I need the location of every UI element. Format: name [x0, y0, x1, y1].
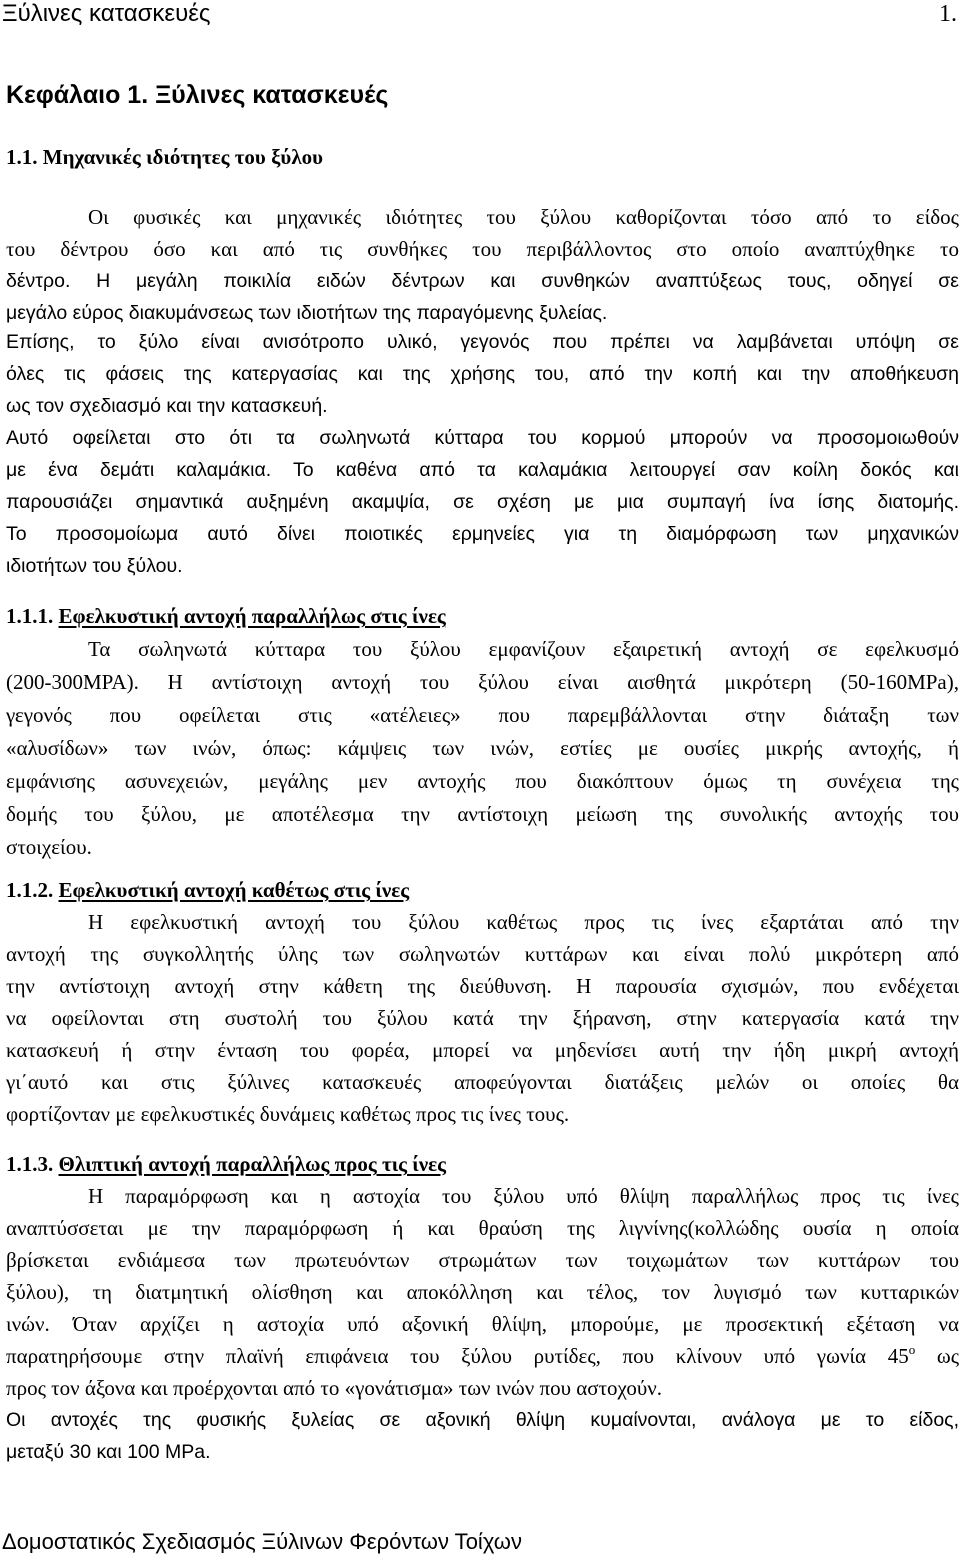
running-header: [2, 0, 957, 28]
paragraph-line: στοιχείου.: [6, 835, 92, 859]
paragraph-line: «αλυσίδων» των ινών, όπως: κάμψεις των ινών, εστίες με ουσίες μικρής αντοχής, ή: [6, 736, 959, 760]
paragraph-line: Οι αντοχές της φυσικής ξυλείας σε αξονική θλίψη κυμαίνονται, ανάλογα με το είδος,: [6, 1409, 959, 1431]
paragraph-line: Η παραμόρφωση και η αστοχία του ξύλου υπό θλίψη παραλλήλως προς τις ίνες: [88, 1184, 959, 1208]
paragraph-line: αντοχή της συγκολλητής ύλης των σωληνωτών κυττάρων και είναι πολύ μικρότερη από: [6, 942, 959, 966]
paragraph-line: Αυτό οφείλεται στο ότι τα σωληνωτά κύτταρα του κορμού μπορούν να προσομοιωθούν: [6, 427, 959, 449]
paragraph-line: Τα σωληνωτά κύτταρα του ξύλου εμφανίζουν εξαιρετική αντοχή σε εφελκυσμό: [88, 637, 959, 661]
paragraph-line: μεταξύ 30 και 100 MPa.: [6, 1441, 211, 1463]
paragraph-line: δέντρο. Η μεγάλη ποικιλία ειδών δέντρων και συνθηκών αναπτύξεως τους, οδηγεί σε: [6, 270, 959, 292]
subsection-heading: [6, 874, 959, 906]
paragraph-line: αναπτύσσεται με την παραμόρφωση ή και θραύση της λιγνίνης(κολλώδης ουσία η οποία: [6, 1216, 959, 1240]
paragraph-line: βρίσκεται ενδιάμεσα των πρωτευόντων στρωμάτων των τοιχωμάτων των κυττάρων του: [6, 1248, 959, 1272]
intro-paragraph-continued: [6, 265, 959, 329]
paragraph-line: φορτίζονταν με εφελκυστικές δυνάμεις καθέτως προς τις ίνες τους.: [6, 1102, 570, 1126]
subsection-1-1-3: [6, 1148, 959, 1404]
paragraph-line: ινών. Όταν αρχίζει η αστοχία υπό αξονική θλίψη, μπορούμε, με προσεκτική εξέταση να: [6, 1312, 959, 1336]
subsection-heading: [6, 1148, 959, 1180]
subsection-heading: [6, 600, 959, 633]
paragraph-line: Επίσης, το ξύλο είναι ανισότροπο υλικό, γεγονός που πρέπει να λαμβάνεται υπόψη σε: [6, 331, 959, 353]
paragraph-line: Η εφελκυστική αντοχή του ξύλου καθέτως προς τις ίνες εξαρτάται από την: [88, 910, 959, 934]
paragraph-line: παρουσιάζει σημαντικά αυξημένη ακαμψία, σε σχέση με μια συμπαγή ίνα ίσης διατομής.: [6, 491, 959, 513]
paragraph-line: ξύλου), τη διατμητική ολίσθηση και αποκόλληση και τέλος, τον λυγισμό των κυτταρικών: [6, 1280, 959, 1304]
chapter-title: Κεφάλαιο 1. Ξύλινες κατασκευές: [6, 81, 389, 109]
subsection-title: Εφελκυστική αντοχή καθέτως στις ίνες: [58, 878, 410, 902]
paragraph-line: [6, 1340, 959, 1372]
degree-superscript: ο: [908, 1342, 916, 1357]
page-footer: Δομοστατικός Σχεδιασμός Ξύλινων Φερόντων Τοίχων: [2, 1529, 522, 1554]
paragraph-line: να οφείλονται στη συστολή του ξύλου κατά την ξήρανση, στην κατεργασία κατά την: [6, 1006, 959, 1030]
line-text-end: ως: [936, 1344, 960, 1368]
subsection-number: 1.1.3.: [6, 1152, 54, 1176]
paragraph-line: ως τον σχεδιασμό και την κατασκευή.: [6, 395, 328, 417]
paragraph-line: ιδιοτήτων του ξύλου.: [6, 555, 183, 577]
paragraph-line: προς τον άξονα και προέρχονται από το «γονάτισμα» των ινών που αστοχούν.: [6, 1376, 663, 1400]
subsection-number: 1.1.1.: [6, 604, 54, 628]
paragraph-line: την αντίστοιχη αντοχή στην κάθετη της διεύθυνση. Η παρουσία σχισμών, που ενδέχεται: [6, 974, 959, 998]
paragraph-line: όλες τις φάσεις της κατεργασίας και της χρήσης του, από την κοπή και την αποθήκευση: [6, 363, 959, 385]
section-heading: [6, 143, 323, 171]
paragraph-line: (200-300MPA). Η αντίστοιχη αντοχή του ξύλου είναι αισθητά μικρότερη (50-160MPa),: [6, 670, 959, 694]
subsection-1-1-1: [6, 600, 959, 864]
page-number: 1.: [939, 1, 957, 27]
subsection-1-1-2: [6, 874, 959, 1130]
paragraph-line: Οι φυσικές και μηχανικές ιδιότητες του ξύλου καθορίζονται τόσο από το είδος: [88, 205, 959, 229]
compression-strength-note: [6, 1404, 959, 1468]
paragraph-line: γι΄αυτό και στις ξύλινες κατασκευές αποφεύγονται διατάξεις μελών οι οποίες θα: [6, 1070, 959, 1094]
paragraph-line: γεγονός που οφείλεται στις «ατέλειες» που παρεμβάλλονται στην διάταξη των: [6, 703, 959, 727]
running-header-title: Ξύλινες κατασκευές: [2, 0, 211, 27]
subsection-number: 1.1.2.: [6, 878, 54, 902]
paragraph-line: κατασκευή ή στην ένταση του φορέα, μπορεί να μηδενίσει αυτή την ήδη μικρή αντοχή: [6, 1038, 959, 1062]
paragraph-line: εμφάνισης ασυνεχειών, μεγάλης μεν αντοχής που διακόπτουν όμως τη συνέχεια της: [6, 769, 959, 793]
section-number: 1.1.: [6, 145, 38, 169]
paragraph-line: του δέντρου όσο και από τις συνθήκες του περιβάλλοντος στο οποίο αναπτύχθηκε το: [6, 237, 959, 261]
intro-paragraph: [6, 201, 959, 265]
section-title: Μηχανικές ιδιότητες του ξύλου: [42, 145, 324, 169]
paragraph-line: δομής του ξύλου, με αποτέλεσμα την αντίστοιχη μείωση της συνολικής αντοχής του: [6, 802, 959, 826]
paragraph-line: Το προσομοίωμα αυτό δίνει ποιοτικές ερμηνείες για τη διαμόρφωση των μηχανικών: [6, 523, 959, 545]
paragraph-line: μεγάλο εύρος διακυμάνσεως των ιδιοτήτων της παραγόμενης ξυλείας.: [6, 302, 608, 324]
anisotropy-paragraph: [6, 326, 959, 582]
line-text: παρατηρήσουμε στην πλαϊνή επιφάνεια του ξύλου ρυτίδες, που κλίνουν υπό γωνία 45: [6, 1344, 909, 1368]
subsection-title: Εφελκυστική αντοχή παραλλήλως στις ίνες: [58, 604, 446, 628]
subsection-title: Θλιπτική αντοχή παραλλήλως προς τις ίνες: [58, 1152, 446, 1176]
paragraph-line: με ένα δεμάτι καλαμάκια. Το καθένα από τα καλαμάκια λειτουργεί σαν κοίλη δοκός και: [6, 459, 959, 481]
